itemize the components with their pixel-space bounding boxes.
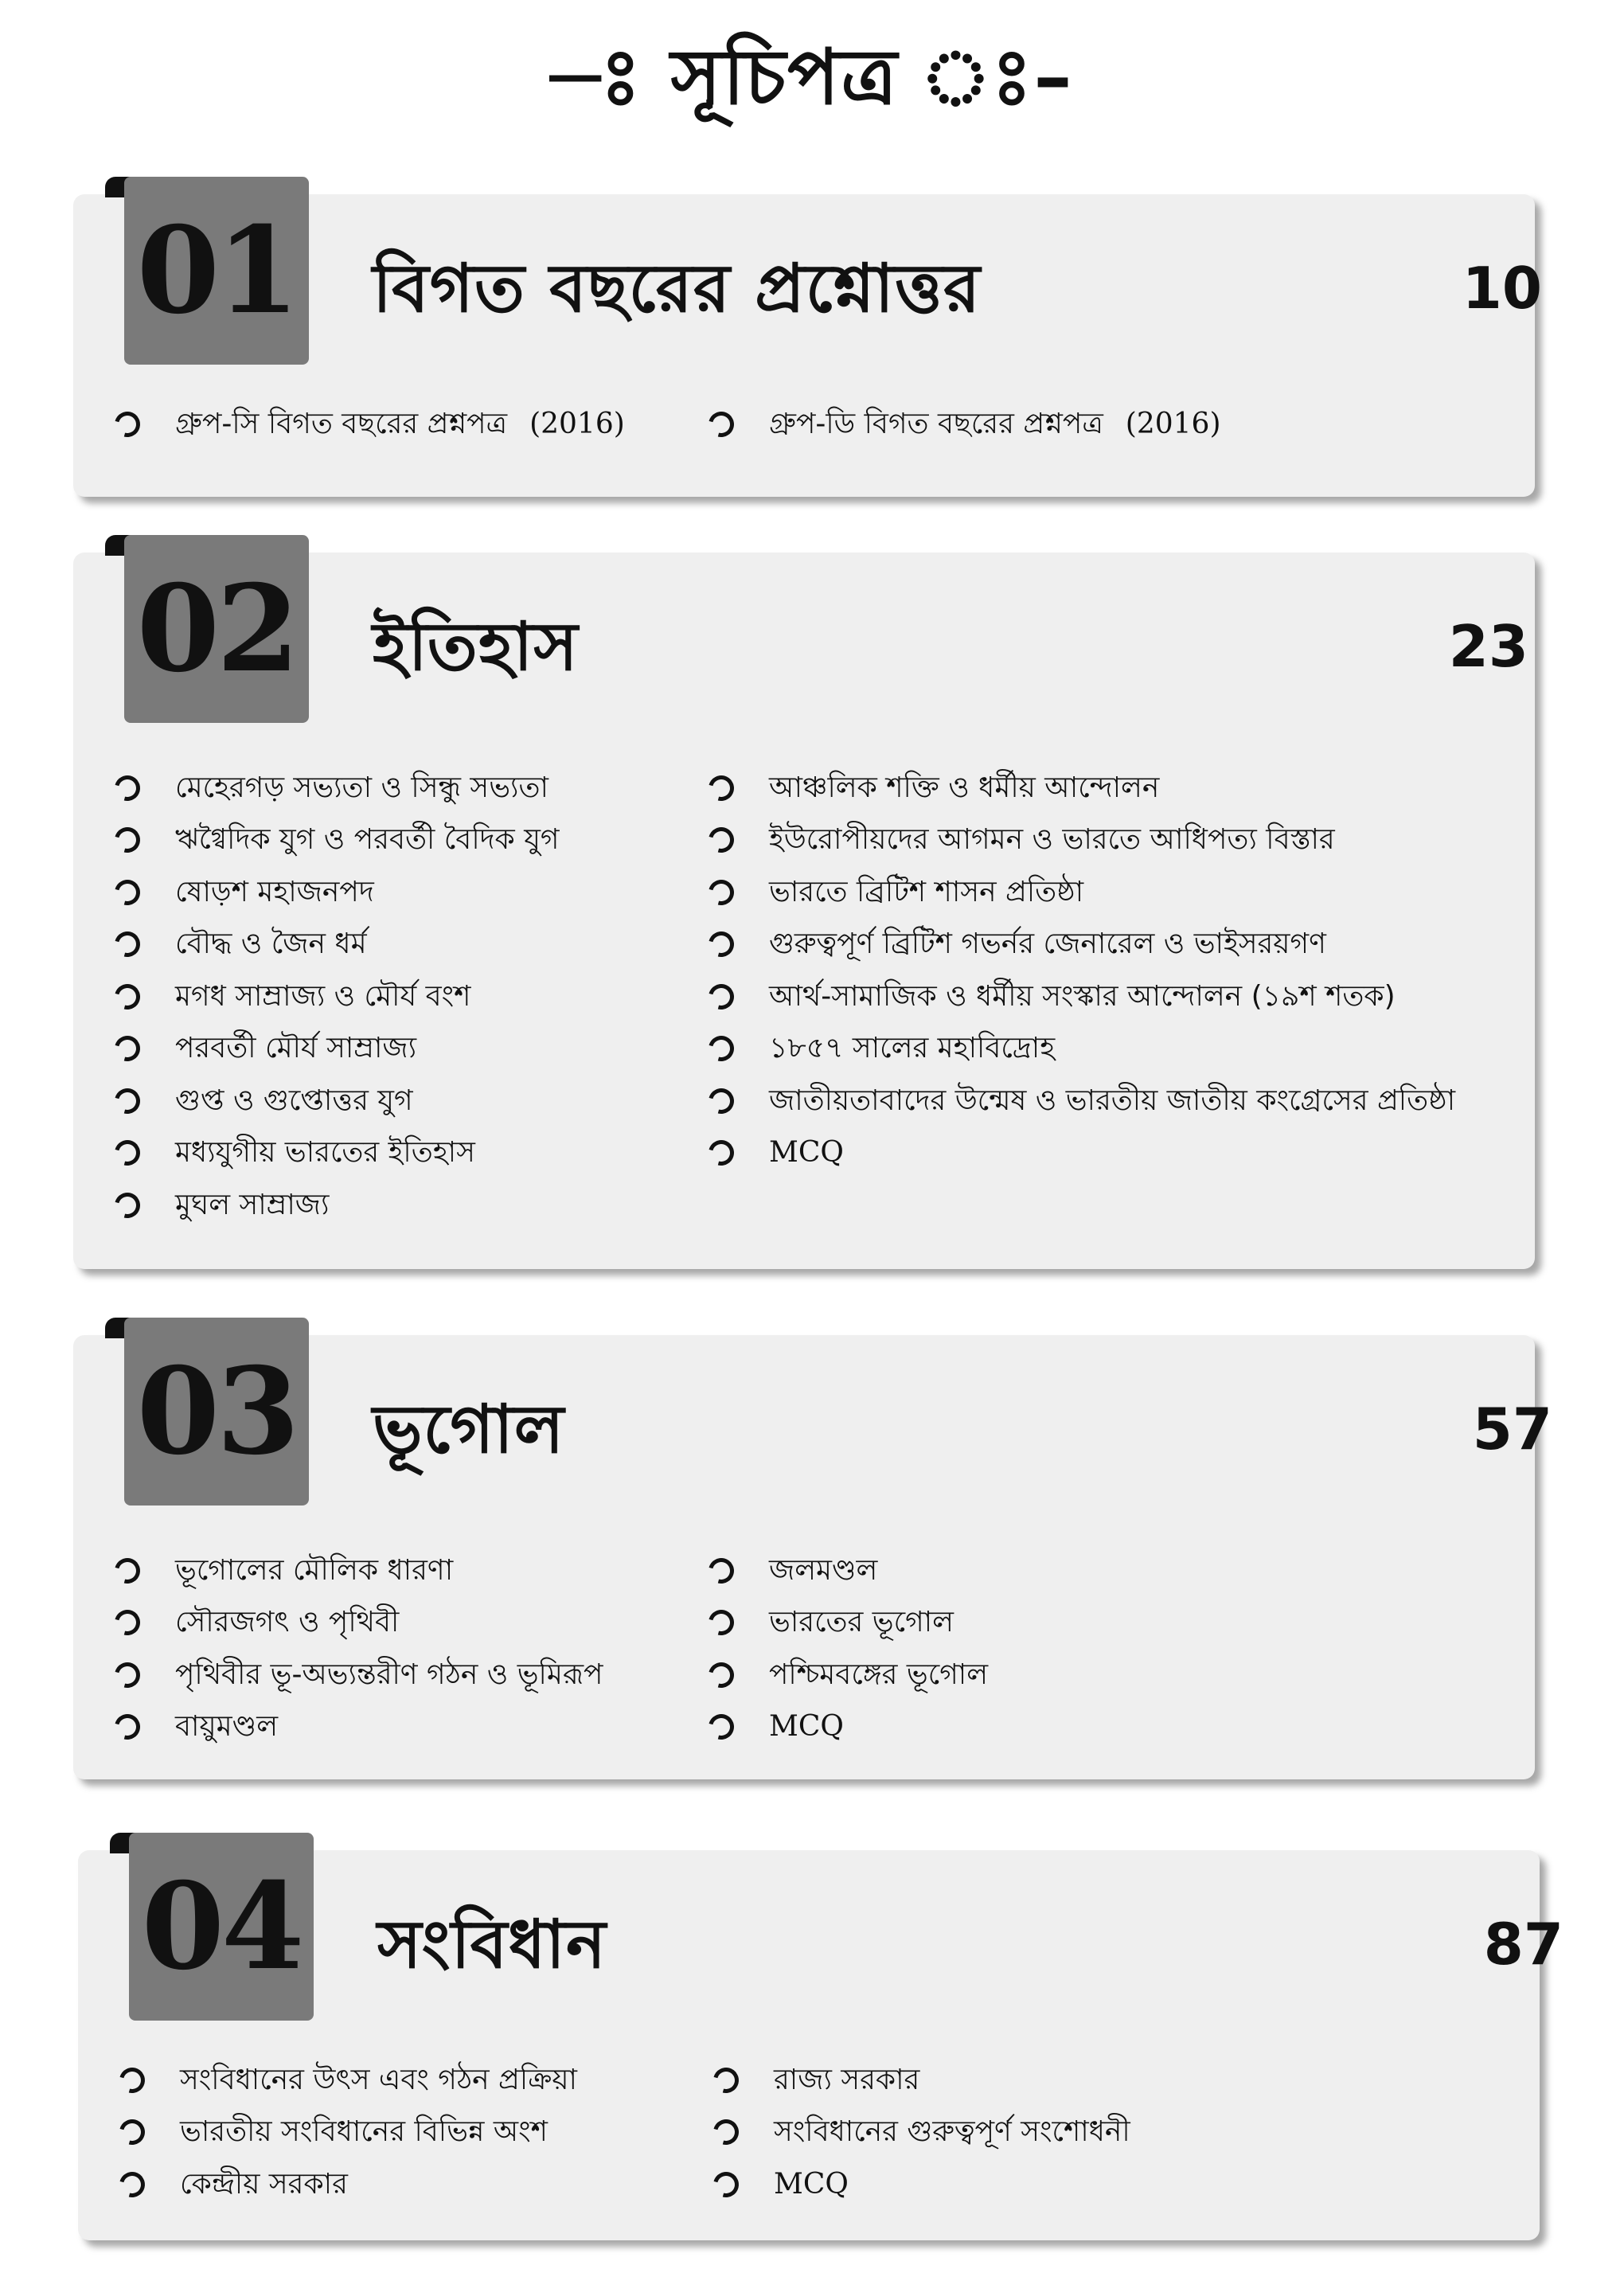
topic-label: মগধ সাম্রাজ্য ও মৌর্য বংশ xyxy=(175,979,471,1013)
right-topic-list xyxy=(709,1545,988,1753)
topic-item xyxy=(709,919,1455,971)
circle-bullet-icon xyxy=(709,2115,744,2150)
circle-bullet-icon xyxy=(704,1553,739,1588)
circle-bullet-icon xyxy=(704,1605,739,1640)
section-title: সংবিধান xyxy=(377,1905,607,1983)
topic-label: MCQ xyxy=(769,1136,844,1170)
topic-label: ষোড়শ মহাজনপদ xyxy=(175,875,374,908)
section-number: 03 xyxy=(124,1318,309,1506)
circle-bullet-icon xyxy=(110,1084,145,1119)
topic-item xyxy=(709,1701,988,1754)
topic-label: আঞ্চলিক শক্তি ও ধর্মীয় আন্দোলন xyxy=(769,771,1160,804)
circle-bullet-icon xyxy=(704,822,739,857)
section-number: 04 xyxy=(129,1833,314,2021)
topic-item xyxy=(709,1023,1455,1076)
topic-label: গুপ্ত ও গুপ্তোত্তর যুগ xyxy=(175,1084,413,1117)
section-title: ইতিহাস xyxy=(373,607,579,685)
topic-label: পরবর্তী মৌর্য সাম্রাজ্য xyxy=(175,1032,417,1065)
topic-label: ভারতের ভূগোল xyxy=(769,1606,954,1639)
topic-label: ১৮৫৭ সালের মহাবিদ্রোহ xyxy=(769,1032,1056,1065)
topic-item xyxy=(115,1545,603,1597)
circle-bullet-icon xyxy=(704,1135,739,1170)
circle-bullet-icon xyxy=(709,2167,744,2202)
circle-bullet-icon xyxy=(704,771,739,806)
left-topic-list xyxy=(115,398,625,450)
circle-bullet-icon xyxy=(704,1709,739,1744)
topic-item xyxy=(709,866,1455,919)
topic-item xyxy=(115,1023,560,1076)
topic-label: বৌদ্ধ ও জৈন ধর্ম xyxy=(175,928,367,961)
topic-label: গ্রুপ-সি বিগত বছরের প্রশ্নপত্র xyxy=(175,407,508,440)
circle-bullet-icon xyxy=(704,1084,739,1119)
right-topic-list xyxy=(713,2054,1130,2211)
toc-section xyxy=(73,535,1535,1269)
circle-bullet-icon xyxy=(115,2063,150,2098)
topic-item xyxy=(115,919,560,971)
topic-label: MCQ xyxy=(774,2167,849,2201)
toc-section xyxy=(73,1318,1552,1779)
topic-label: বায়ুমণ্ডল xyxy=(175,1710,279,1744)
topic-label: ইউরোপীয়দের আগমন ও ভারতে আধিপত্য বিস্তার xyxy=(769,823,1335,857)
topic-label: মুঘল সাম্রাজ্য xyxy=(175,1188,330,1221)
topic-label: ভারতীয় সংবিধানের বিভিন্ন অংশ xyxy=(180,2115,548,2149)
circle-bullet-icon xyxy=(704,407,739,442)
topic-item xyxy=(713,2107,1130,2159)
left-topic-list xyxy=(119,2054,577,2211)
topic-label: ভারতে ব্রিটিশ শাসন প্রতিষ্ঠা xyxy=(769,875,1084,908)
topic-item xyxy=(115,1701,603,1754)
year-label: (2016) xyxy=(529,408,625,440)
page-title: –ঃ সূচিপত্র ঃ– xyxy=(550,33,1074,122)
topic-item xyxy=(115,1127,560,1180)
topic-item xyxy=(709,1545,988,1597)
circle-bullet-icon xyxy=(110,1135,145,1170)
topic-label: কেন্দ্রীয় সরকার xyxy=(180,2167,348,2201)
topic-item xyxy=(115,814,560,867)
circle-bullet-icon xyxy=(115,2115,150,2150)
circle-bullet-icon xyxy=(110,1658,145,1693)
topic-item xyxy=(119,2107,577,2159)
left-topic-list xyxy=(115,1545,603,1753)
topic-item xyxy=(115,1075,560,1127)
topic-label: ঋগ্বৈদিক যুগ ও পরবর্তী বৈদিক যুগ xyxy=(175,823,560,857)
section-page-number: 10 xyxy=(1462,255,1542,322)
topic-item xyxy=(709,1649,988,1701)
circle-bullet-icon xyxy=(110,771,145,806)
topic-item xyxy=(709,1597,988,1650)
circle-bullet-icon xyxy=(110,1709,145,1744)
topic-item xyxy=(709,762,1455,814)
section-title: বিগত বছরের প্রশ্নোত্তর xyxy=(373,249,982,327)
topic-label: জাতীয়তাবাদের উন্মেষ ও ভারতীয় জাতীয় কংগ্রেসের প্রতিষ্ঠা xyxy=(769,1084,1456,1117)
topic-item xyxy=(115,1597,603,1650)
topic-label: পৃথিবীর ভূ-অভ্যন্তরীণ গঠন ও ভূমিরূপ xyxy=(175,1658,603,1691)
section-number: 01 xyxy=(124,177,309,365)
circle-bullet-icon xyxy=(704,1658,739,1693)
circle-bullet-icon xyxy=(110,979,145,1014)
topic-label: সংবিধানের উৎস এবং গঠন প্রক্রিয়া xyxy=(180,2063,577,2096)
topic-item xyxy=(115,1179,560,1232)
topic-label: আর্থ-সামাজিক ও ধর্মীয় সংস্কার আন্দোলন (১৯শ শতক) xyxy=(769,979,1396,1013)
circle-bullet-icon xyxy=(709,2063,744,2098)
right-topic-list xyxy=(709,398,1221,450)
circle-bullet-icon xyxy=(110,1605,145,1640)
topic-label: রাজ্য সরকার xyxy=(774,2063,920,2096)
topic-item xyxy=(119,2054,577,2107)
circle-bullet-icon xyxy=(110,927,145,962)
topic-item xyxy=(115,1649,603,1701)
topic-label: সংবিধানের গুরুত্বপূর্ণ সংশোধনী xyxy=(774,2115,1130,2149)
topic-label: গুরুত্বপূর্ণ ব্রিটিশ গভর্নর জেনারেল ও ভাইসরয়গণ xyxy=(769,928,1326,961)
section-page-number: 23 xyxy=(1448,613,1528,680)
circle-bullet-icon xyxy=(110,407,145,442)
section-number: 02 xyxy=(124,535,309,723)
topic-item xyxy=(115,398,625,450)
right-topic-list xyxy=(709,762,1455,1179)
topic-item xyxy=(115,762,560,814)
circle-bullet-icon xyxy=(110,822,145,857)
circle-bullet-icon xyxy=(110,1188,145,1223)
topic-item xyxy=(713,2158,1130,2211)
circle-bullet-icon xyxy=(704,1031,739,1066)
left-topic-list xyxy=(115,762,560,1232)
topic-item xyxy=(709,1075,1455,1127)
topic-label: মধ্যযুগীয় ভারতের ইতিহাস xyxy=(175,1136,475,1170)
section-page-number: 87 xyxy=(1483,1911,1563,1978)
circle-bullet-icon xyxy=(110,1031,145,1066)
year-label: (2016) xyxy=(1125,408,1221,440)
topic-item xyxy=(115,866,560,919)
topic-label: সৌরজগৎ ও পৃথিবী xyxy=(175,1606,400,1639)
circle-bullet-icon xyxy=(115,2167,150,2202)
topic-item xyxy=(709,398,1221,450)
section-title: ভূগোল xyxy=(373,1390,565,1468)
toc-section xyxy=(78,1833,1563,2240)
circle-bullet-icon xyxy=(704,875,739,910)
topic-label: MCQ xyxy=(769,1710,844,1744)
circle-bullet-icon xyxy=(110,1553,145,1588)
section-page-number: 57 xyxy=(1472,1396,1552,1463)
topic-label: মেহেরগড় সভ্যতা ও সিন্ধু সভ্যতা xyxy=(175,771,548,804)
topic-label: জলমণ্ডল xyxy=(769,1553,878,1587)
topic-item xyxy=(119,2158,577,2211)
topic-label: পশ্চিমবঙ্গের ভূগোল xyxy=(769,1658,989,1691)
topic-item xyxy=(713,2054,1130,2107)
topic-label: ভূগোলের মৌলিক ধারণা xyxy=(175,1553,454,1587)
topic-label: গ্রুপ-ডি বিগত বছরের প্রশ্নপত্র xyxy=(769,407,1103,440)
circle-bullet-icon xyxy=(704,979,739,1014)
circle-bullet-icon xyxy=(704,927,739,962)
circle-bullet-icon xyxy=(110,875,145,910)
topic-item xyxy=(709,814,1455,867)
topic-item xyxy=(709,1127,1455,1180)
topic-item xyxy=(709,970,1455,1023)
topic-item xyxy=(115,970,560,1023)
toc-section xyxy=(73,177,1542,497)
